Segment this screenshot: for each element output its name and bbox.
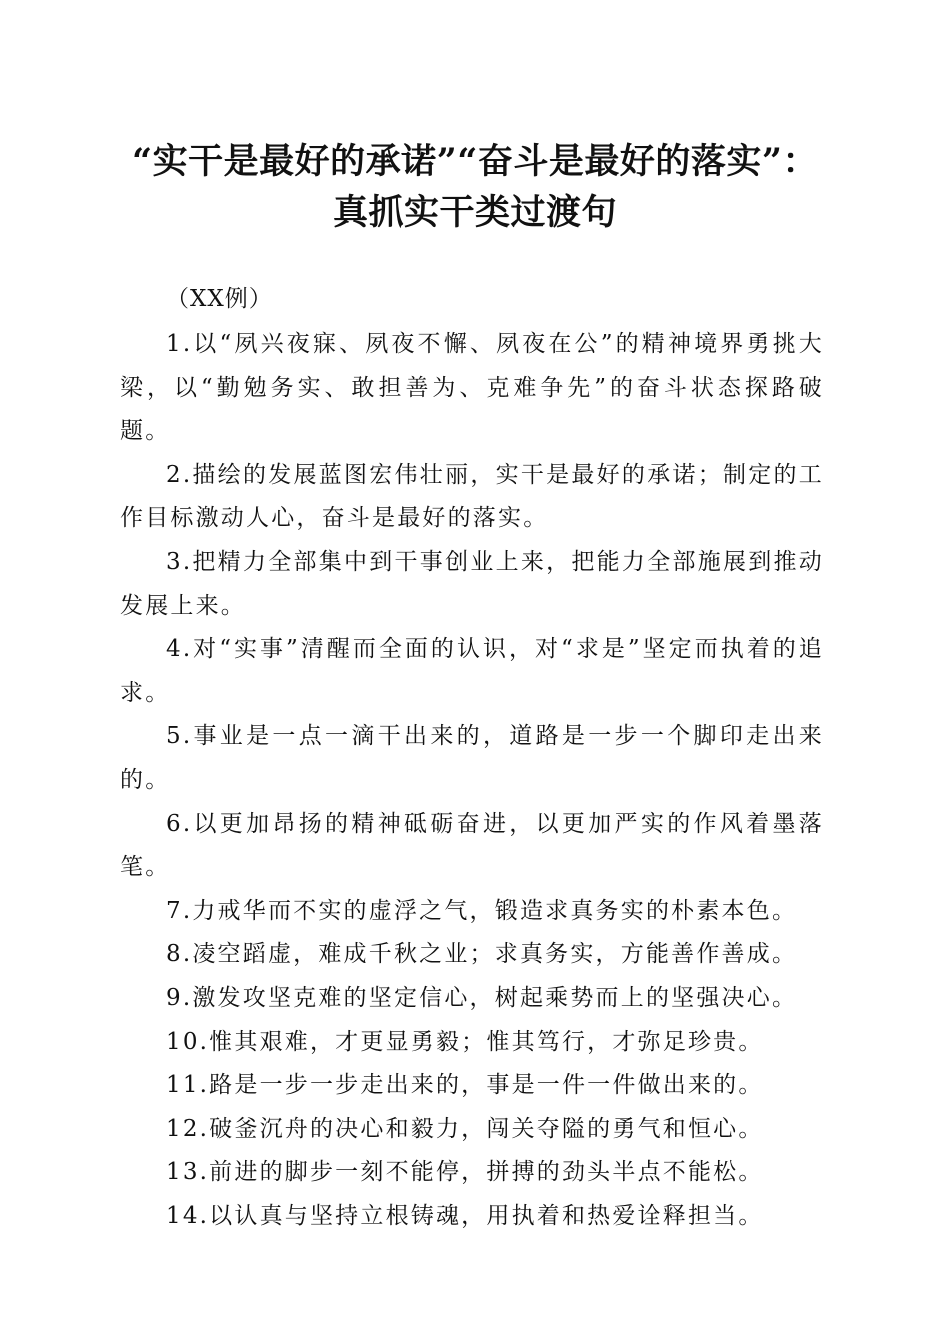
example-count-note: （XX例） [166, 286, 273, 312]
list-item-3: 3.把精力全部集中到干事创业上来，把能力全部施展到推动发展上来。 [120, 548, 824, 619]
list-item-4: 4.对“实事”清醒而全面的认识，对“求是”坚定而执着的追求。 [120, 636, 824, 706]
document-title [110, 136, 840, 238]
list-item-2: 2.描绘的发展蓝图宏伟壮丽，实干是最好的承诺；制定的工作目标激动人心，奋斗是最好的落实。 [120, 461, 824, 532]
title-line-1: “实干是最好的承诺”“奋斗是最好的落实”： [131, 141, 819, 182]
list-item-7: 7.力戒华而不实的虚浮之气，锻造求真务实的朴素本色。 [166, 897, 798, 924]
list-item-13: 13.前进的脚步一刻不能停，拼搏的劲头半点不能松。 [166, 1159, 764, 1186]
title-line-2: 真抓实干类过渡句 [332, 192, 617, 233]
list-item-10: 10.惟其艰难，才更显勇毅；惟其笃行，才弥足珍贵。 [166, 1028, 764, 1055]
list-item-6: 6.以更加昂扬的精神砥砺奋进，以更加严实的作风着墨落笔。 [120, 810, 824, 881]
list-item-9: 9.激发攻坚克难的坚定信心，树起乘势而上的坚强决心。 [166, 984, 798, 1011]
list-item-1: 1.以“夙兴夜寐、夙夜不懈、夙夜在公”的精神境界勇挑大梁，以“勤勉务实、敢担善为、克难争先”的奋斗状态探路破题。 [120, 331, 824, 445]
list-item-8: 8.凌空蹈虚，难成千秋之业；求真务实，方能善作善成。 [166, 941, 798, 968]
document-body [120, 280, 824, 1238]
list-item-5: 5.事业是一点一滴干出来的，道路是一步一个脚印走出来的。 [120, 723, 824, 793]
list-item-12: 12.破釜沉舟的决心和毅力，闯关夺隘的勇气和恒心。 [166, 1115, 764, 1142]
list-item-14: 14.以认真与坚持立根铸魂，用执着和热爱诠释担当。 [166, 1202, 764, 1229]
list-item-11: 11.路是一步一步走出来的，事是一件一件做出来的。 [166, 1072, 764, 1099]
